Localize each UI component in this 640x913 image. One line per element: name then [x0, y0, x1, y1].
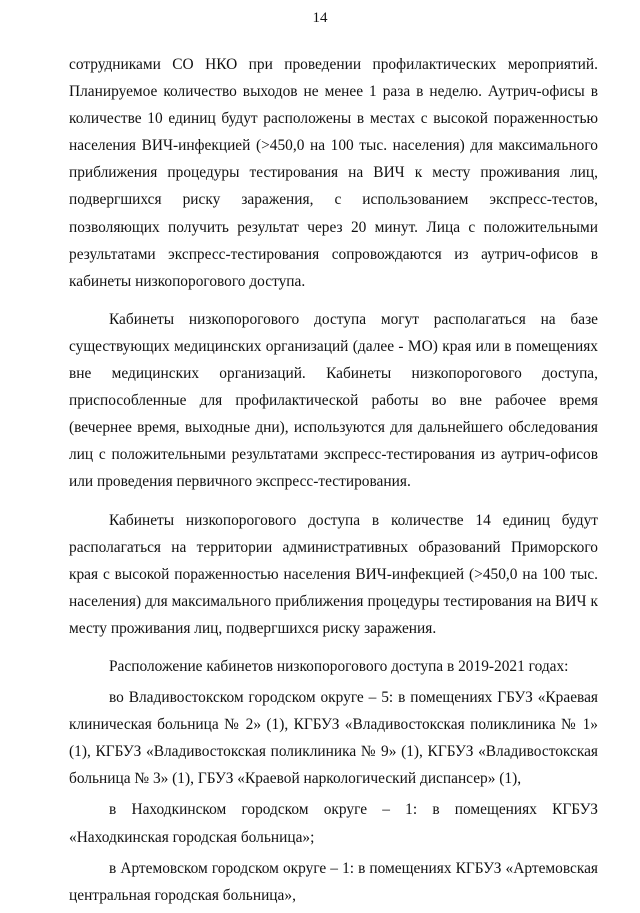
paragraph-locations-heading: Расположение кабинетов низкопорогового доступа в 2019-2021 годах:	[109, 657, 569, 675]
paragraph-cabinets-count: Кабинеты низкопорогового доступа в количестве 14 единиц будут располагаться на территории административных образований Приморского края с высокой пораженностью населения ВИЧ-инфекцией (>450,0 на 100 тыс. населения) для максимального приближения процедуры тестирования на ВИЧ к месту проживания лиц, подвергшихся риску заражения.	[69, 511, 598, 637]
paragraph-vladivostok: во Владивостокском городском округе – 5: в помещениях ГБУЗ «Краевая клиническая больница № 2» (1), КГБУЗ «Владивостокская поликлиника № 1» (1), КГБУЗ «Владивостокская поликлиника № 9» (1), КГБУЗ «Владивостокская больница № 3» (1), ГБУЗ «Краевой наркологический диспансер» (1),	[69, 689, 598, 788]
paragraph-artem: в Артемовском городском округе – 1: в помещениях КГБУЗ «Артемовская центральная городская больница»,	[69, 859, 598, 904]
paragraph-nakhodka: в Находкинском городском округе – 1: в помещениях КГБУЗ «Находкинская городская больница»;	[69, 801, 598, 846]
page-number: 14	[312, 10, 328, 26]
paragraph-low-threshold-cabinets: Кабинеты низкопорогового доступа могут располагаться на базе существующих медицинских организаций (далее - МО) края или в помещениях вне медицинских организаций. Кабинеты низкопорогового доступа, приспособленные для профилактической работы во вне рабочее время (вечернее время, выходные дни), используются для дальнейшего обследования лиц с положительными результатами экспресс-тестирования из аутрич-офисов или проведения первичного экспресс-тестирования.	[69, 310, 598, 491]
paragraph-outreach-offices: сотрудниками СО НКО при проведении профилактических мероприятий. Планируемое количество выходов не менее 1 раза в неделю. Аутрич-офисы в количестве 10 единиц будут расположены в местах с высокой пораженностью населения ВИЧ-инфекцией (>450,0 на 100 тыс. населения) для максимального приближения процедуры тестирования на ВИЧ к месту проживания лиц, подвергшихся риску заражения, с использованием экспресс-тестов, позволяющих получить результат через 20 минут. Лица с положительными результатами экспресс-тестирования сопровождаются из аутрич-офисов в кабинеты низкопорогового доступа.	[69, 56, 598, 290]
document-body	[69, 51, 598, 913]
